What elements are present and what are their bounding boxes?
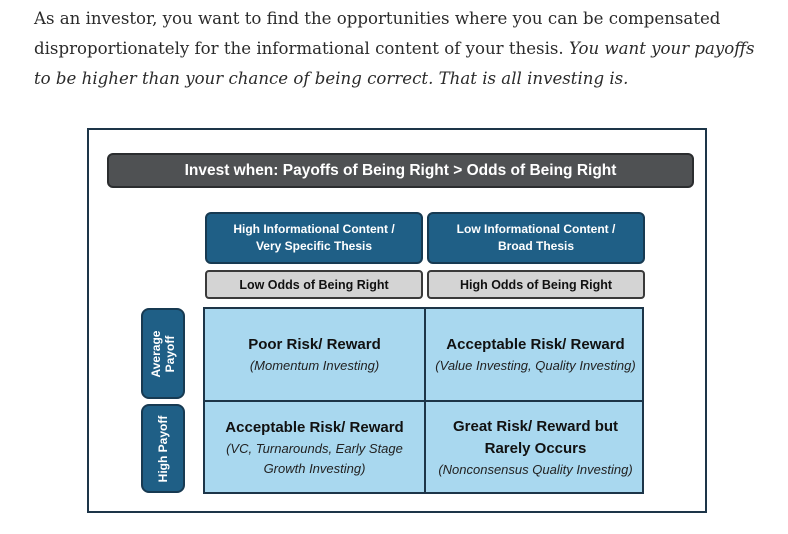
cell-subtitle: (Momentum Investing) [249,357,380,373]
cell-title-line2: Rarely Occurs [484,439,587,457]
odds-label-low [205,270,423,299]
cell-title: Poor Risk/ Reward [248,335,381,353]
column-header-line1: Low Informational Content / [456,222,616,236]
intro-paragraph [34,4,774,94]
cell-poor-risk-reward [205,309,424,400]
diagram-banner [107,153,694,188]
odds-text: High Odds of Being Right [459,277,613,292]
intro-emphasis: You want your payoffs to be higher than your chance of being correct. That is all investing is. [34,39,755,88]
odds-label-high [427,270,645,299]
cell-great-risk-reward [426,402,645,493]
column-header-high-info [205,212,423,264]
column-header-line2: Very Specific Thesis [255,239,373,253]
odds-text: Low Odds of Being Right [239,277,389,292]
cell-title-line1: Great Risk/ Reward but [452,417,619,435]
intro-text: As an investor, you want to find the opportunities where you can be compensated disproportionately for the informational content of your thesis. [34,9,721,58]
cell-acceptable-risk-reward-value [426,309,645,400]
cell-acceptable-risk-reward-vc [205,402,424,493]
row-header-high-payoff [141,404,185,493]
row-header-label [149,330,177,377]
cell-title: Acceptable Risk/ Reward [446,335,625,353]
row-header-line2: Payoff [163,335,177,372]
row-header-line1: High Payoff [156,415,170,482]
cell-subtitle-line2: Growth Investing) [263,460,366,476]
row-header-average-payoff [141,308,185,399]
banner-text: Invest when: Payoffs of Being Right > Odds of Being Right [184,161,617,179]
column-header-line1: High Informational Content / [233,222,395,236]
cell-subtitle: (Nonconsensus Quality Investing) [438,461,633,477]
cell-subtitle: (Value Investing, Quality Investing) [435,357,636,373]
risk-reward-matrix [203,307,644,494]
column-header-low-info [427,212,645,264]
cell-subtitle-line1: (VC, Turnarounds, Early Stage [226,440,403,456]
column-header-line2: Broad Thesis [497,239,575,253]
row-header-label [156,415,170,482]
row-header-line1: Average [149,330,163,377]
cell-title: Acceptable Risk/ Reward [225,418,404,436]
